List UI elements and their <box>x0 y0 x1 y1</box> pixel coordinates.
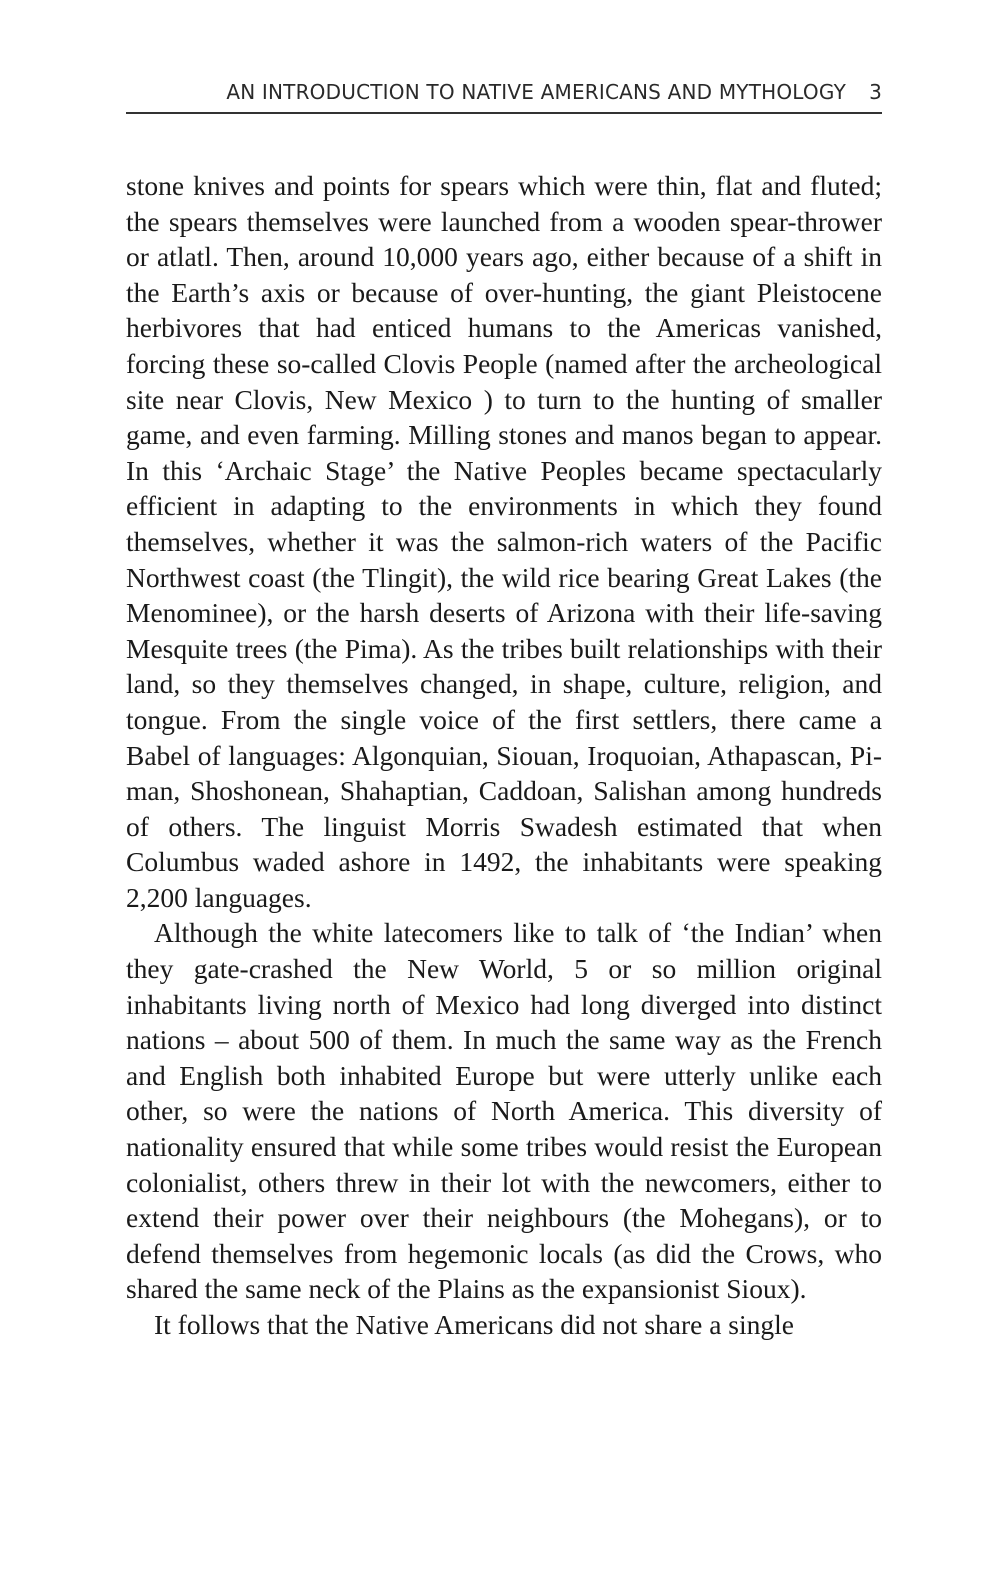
body-text <box>126 168 882 1343</box>
running-header <box>126 76 882 114</box>
paragraph: Although the white latecomers like to talk of ‘the Indian’ when they gate-crashed the New World, 5 or so million original inhabitants living north of Mexico had long diverged into distinct nations – about 500 of them. In much the same way as the French and English both inhabited Europe but were utterly unlike each other, so were the nations of North America. This diversity of nationality ensured that while some tribes would resist the European colonialist, others threw in their lot with the newcomers, either to extend their power over their neighbours (the Mohegans), or to defend themselves from hegemonic locals (as did the Crows, who shared the same neck of the Plains as the expansionist Sioux). <box>126 917 882 1305</box>
paragraph: It follows that the Native Americans did not share a single <box>154 1309 794 1340</box>
running-title: AN INTRODUCTION TO NATIVE AMERICANS AND MYTHOLOGY <box>226 80 846 104</box>
paragraph-continued: stone knives and points for spears which were thin, flat and fluted; the spears themselves were launched from a wooden spear-thrower or atlatl. Then, around 10,000 years ago, either because of a shift in the Earth’s axis or because of over-hunting, the giant Pleistocene herbivores that had enticed humans to the Americas vanished, forcing these so-called Clovis People (named after the archeological site near Clovis, New Mexico ) to turn to the hunting of smaller game, and even farming. Milling stones and manos began to appear. In this ‘Archaic Stage’ the Native Peoples became spectacularly efficient in adapting to the environments in which they found themselves, whether it was the salmon-rich waters of the Pacific Northwest coast (the Tlingit), the wild rice bearing Great Lakes (the Menominee), or the harsh deserts of Arizona with their life-saving Mesquite trees (the Pima). As the tribes built relationships with their land, so they themselves changed, in shape, culture, religion, and tongue. From the single voice of the first settlers, there came a Babel of languages: Algonquian, Siouan, Iroquoian, Athapascan, Pi-man, Shoshonean, Shahaptian, Caddoan, Salishan among hundreds of others. The linguist Morris Swadesh estimated that when Columbus waded ashore in 1492, the inhabitants were speaking 2,200 languages. <box>126 170 882 913</box>
page-number: 3 <box>869 80 882 104</box>
